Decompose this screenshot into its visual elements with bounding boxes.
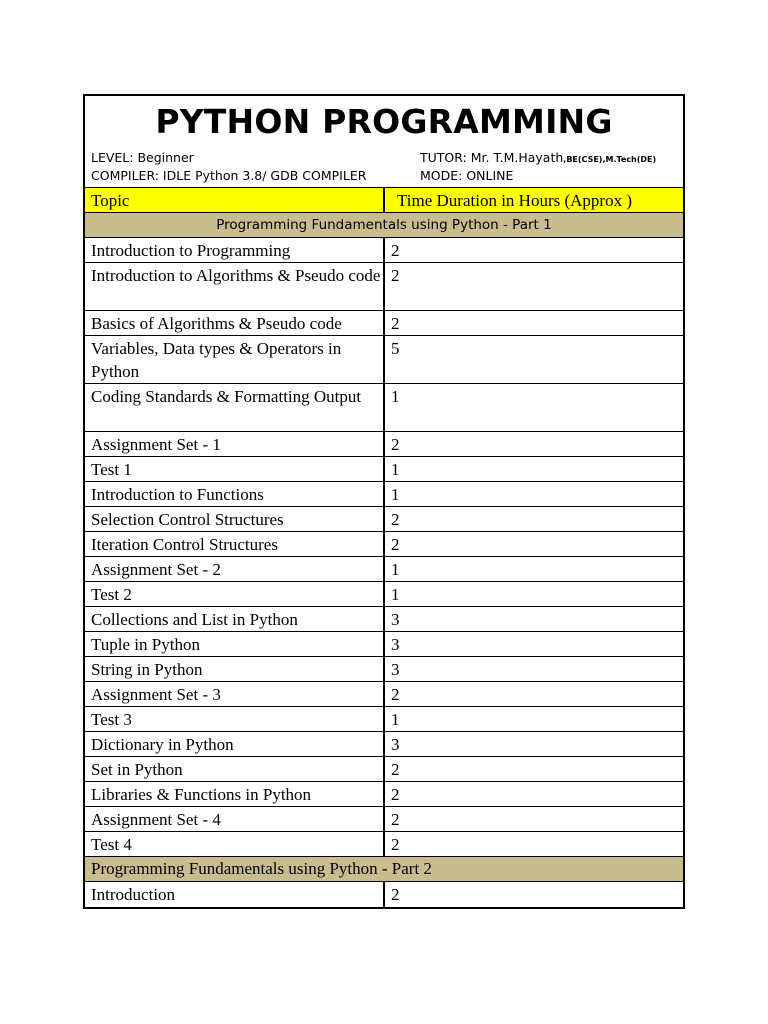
syllabus-sheet	[83, 94, 685, 909]
table-row-hours: 3	[385, 607, 683, 632]
table-row-topic: Tuple in Python	[85, 632, 385, 657]
table-row-hours: 2	[391, 885, 400, 904]
table-row-hours: 3	[385, 732, 683, 757]
header-topic: Topic	[85, 188, 385, 213]
table-row-hours: 2	[385, 682, 683, 707]
table-row-hours: 1	[385, 384, 683, 432]
table-row-hours: 1	[385, 482, 683, 507]
table-row-hours: 1	[385, 582, 683, 607]
table-row-hours: 1	[385, 557, 683, 582]
table-row-topic: Set in Python	[85, 757, 385, 782]
page-title: PYTHON PROGRAMMING	[155, 102, 613, 141]
table-row-topic: Test 3	[85, 707, 385, 732]
table-row-hours: 3	[385, 632, 683, 657]
table-row-topic: Introduction to Programming	[85, 238, 385, 263]
section-part-1: Programming Fundamentals using Python - Part 1	[85, 213, 683, 238]
table-row-topic: Basics of Algorithms & Pseudo code	[85, 311, 385, 336]
table-row-hours: 2	[385, 311, 683, 336]
mode-info: MODE: ONLINE	[420, 168, 514, 183]
table-row-hours: 2	[385, 507, 683, 532]
table-row-hours: 2	[385, 807, 683, 832]
table-row-topic: Variables, Data types & Operators in Python	[85, 336, 385, 384]
table-row-hours: 1	[385, 707, 683, 732]
level-info: LEVEL: Beginner	[91, 150, 194, 165]
table-row-hours: 2	[385, 263, 683, 311]
table-row-hours: 5	[385, 336, 683, 384]
tutor-degrees: ,BE(CSE),M.Tech(DE)	[563, 155, 657, 164]
table-row-hours: 2	[385, 238, 683, 263]
table-row-topic: Selection Control Structures	[85, 507, 385, 532]
compiler-info: COMPILER: IDLE Python 3.8/ GDB COMPILER	[91, 168, 367, 183]
table-row-topic: Libraries & Functions in Python	[85, 782, 385, 807]
table-row-topic: Test 2	[85, 582, 385, 607]
table-row-topic: String in Python	[85, 657, 385, 682]
table-row-topic: Introduction to Functions	[85, 482, 385, 507]
table-row-topic: Test 1	[85, 457, 385, 482]
table-row-hours: 2	[385, 782, 683, 807]
table-row-topic: Assignment Set - 1	[85, 432, 385, 457]
table-row-hours: 2	[385, 432, 683, 457]
table-row-topic: Assignment Set - 3	[85, 682, 385, 707]
table-row-hours: 2	[385, 532, 683, 557]
header-duration: Time Duration in Hours (Approx )	[385, 188, 683, 213]
table-row-hours: 2	[385, 832, 683, 857]
table-row-topic: Collections and List in Python	[85, 607, 385, 632]
section-part-2: Programming Fundamentals using Python - Part 2	[85, 857, 683, 882]
course-info	[85, 148, 683, 188]
table-row-topic: Assignment Set - 2	[85, 557, 385, 582]
table-row-topic: Coding Standards & Formatting Output	[85, 384, 385, 432]
table-row-topic: Iteration Control Structures	[85, 532, 385, 557]
table-row-topic: Assignment Set - 4	[85, 807, 385, 832]
table-row-topic: Introduction to Algorithms & Pseudo code	[85, 263, 385, 311]
table-row-topic: Test 4	[85, 832, 385, 857]
table-row-topic: Dictionary in Python	[85, 732, 385, 757]
table-row-topic: Introduction	[85, 882, 385, 907]
table-row-hours: 3	[385, 657, 683, 682]
table-row-hours: 1	[385, 457, 683, 482]
syllabus-table	[85, 188, 683, 907]
tutor-name: TUTOR: Mr. T.M.Hayath	[420, 150, 564, 165]
table-row-hours: 2	[385, 757, 683, 782]
